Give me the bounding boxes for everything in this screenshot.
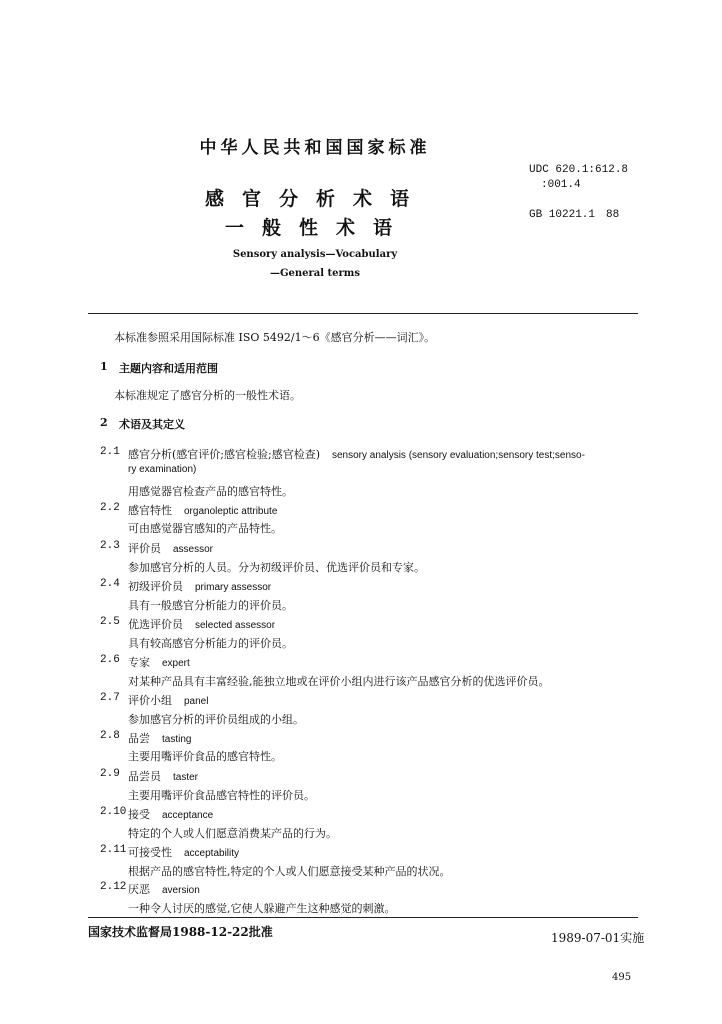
term-cn: 可接受性 — [128, 846, 172, 859]
term-cn: 评价小组 — [128, 694, 172, 707]
term-en: panel — [184, 696, 209, 707]
term-number: 2.11 — [100, 844, 127, 856]
udc-line-1: UDC 620.1:612.8 — [529, 164, 629, 176]
term-en: tasting — [162, 734, 192, 745]
approval-date: 国家技术监督局1988-12-22批准 — [88, 925, 273, 939]
title-en-main: Sensory analysis—Vocabulary — [232, 249, 398, 260]
term-en: acceptance — [162, 810, 214, 821]
section-2-number: 2 — [100, 416, 108, 429]
term-cn: 优选评价员 — [128, 618, 183, 631]
term-heading — [128, 692, 208, 708]
term-heading — [128, 616, 275, 632]
term-heading — [128, 730, 191, 746]
term-definition: 用感觉器官检查产品的感官特性。 — [128, 485, 293, 498]
term-heading — [128, 768, 198, 784]
term-definition: 参加感官分析的人员。分为初级评价员、优选评价员和专家。 — [128, 561, 425, 574]
term-cn: 感官特性 — [128, 504, 172, 517]
term-cn: 品尝员 — [128, 770, 161, 783]
term-definition: 参加感官分析的评价员组成的小组。 — [128, 713, 304, 726]
term-number: 2.8 — [100, 730, 120, 742]
term-number: 2.4 — [100, 578, 120, 590]
term-definition: 特定的个人或人们愿意消费某产品的行为。 — [128, 827, 337, 840]
term-definition: 主要用嘴评价食品感官特性的评价员。 — [128, 789, 315, 802]
term-number: 2.2 — [100, 502, 120, 514]
udc-line-2: :001.4 — [541, 179, 581, 191]
term-cn: 厌恶 — [128, 883, 150, 896]
term-number: 2.5 — [100, 616, 120, 628]
term-cn: 初级评价员 — [128, 580, 183, 593]
term-heading — [128, 446, 585, 462]
term-heading — [128, 502, 277, 518]
term-cn: 感官分析(感官评价;感官检验;感官检查) — [128, 448, 320, 461]
term-en: organoleptic attribute — [184, 506, 278, 517]
term-number: 2.12 — [100, 881, 127, 893]
footer-divider — [88, 917, 638, 918]
term-en: primary assessor — [195, 582, 272, 593]
term-number: 2.7 — [100, 692, 120, 704]
term-heading — [128, 806, 213, 822]
term-definition: 具有较高感官分析能力的评价员。 — [128, 637, 293, 650]
section-2-title: 术语及其定义 — [119, 418, 185, 431]
term-en: aversion — [162, 885, 200, 896]
term-definition: 一种令人讨厌的感觉,它使人躲避产生这种感觉的刺激。 — [128, 902, 396, 915]
term-cn: 评价员 — [128, 542, 161, 555]
intro-paragraph: 本标准参照采用国际标准 ISO 5492/1～6《感官分析——词汇》。 — [114, 331, 436, 344]
term-en: sensory analysis (sensory evaluation;sensory test;senso- — [332, 450, 585, 461]
term-definition: 对某种产品具有丰富经验,能独立地或在评价小组内进行该产品感官分析的优选评价员。 — [128, 675, 550, 688]
title-cn-main: 感官分析术语 — [205, 188, 428, 210]
term-heading — [128, 540, 213, 556]
term-number: 2.9 — [100, 768, 120, 780]
term-definition: 主要用嘴评价食品的感官特性。 — [128, 750, 282, 763]
term-number: 2.1 — [100, 446, 120, 458]
section-1-text: 本标准规定了感官分析的一般性术语。 — [114, 389, 301, 402]
section-1-title: 主题内容和适用范围 — [119, 362, 218, 375]
implementation-date: 1989-07-01实施 — [551, 931, 645, 945]
gb-number: GB 10221.1 88 — [529, 209, 620, 221]
term-heading — [128, 654, 190, 670]
term-cn: 接受 — [128, 808, 150, 821]
term-en: acceptability — [184, 848, 240, 859]
term-heading — [128, 578, 271, 594]
title-cn-sub: 一般性术语 — [225, 217, 411, 239]
udc-code — [529, 163, 628, 193]
standard-title: 中华人民共和国国家标准 — [199, 138, 431, 158]
term-en: expert — [162, 658, 190, 669]
title-en-sub: —General terms — [269, 268, 361, 279]
section-1-number: 1 — [100, 360, 108, 373]
page-number: 495 — [612, 972, 632, 983]
term-number: 2.6 — [100, 654, 120, 666]
term-number: 2.3 — [100, 540, 120, 552]
term-heading — [128, 881, 200, 897]
term-heading — [128, 844, 239, 860]
term-cn: 专家 — [128, 656, 150, 669]
term-en-continuation: ry examination) — [128, 464, 197, 475]
term-definition: 可由感觉器官感知的产品特性。 — [128, 522, 282, 535]
header-divider — [88, 313, 638, 314]
term-en: selected assessor — [195, 620, 276, 631]
term-en: assessor — [173, 544, 214, 555]
term-definition: 根据产品的感官特性,特定的个人或人们愿意接受某种产品的状况。 — [128, 865, 451, 878]
term-cn: 品尝 — [128, 732, 150, 745]
term-definition: 具有一般感官分析能力的评价员。 — [128, 599, 293, 612]
term-number: 2.10 — [100, 806, 127, 818]
term-en: taster — [173, 772, 199, 783]
